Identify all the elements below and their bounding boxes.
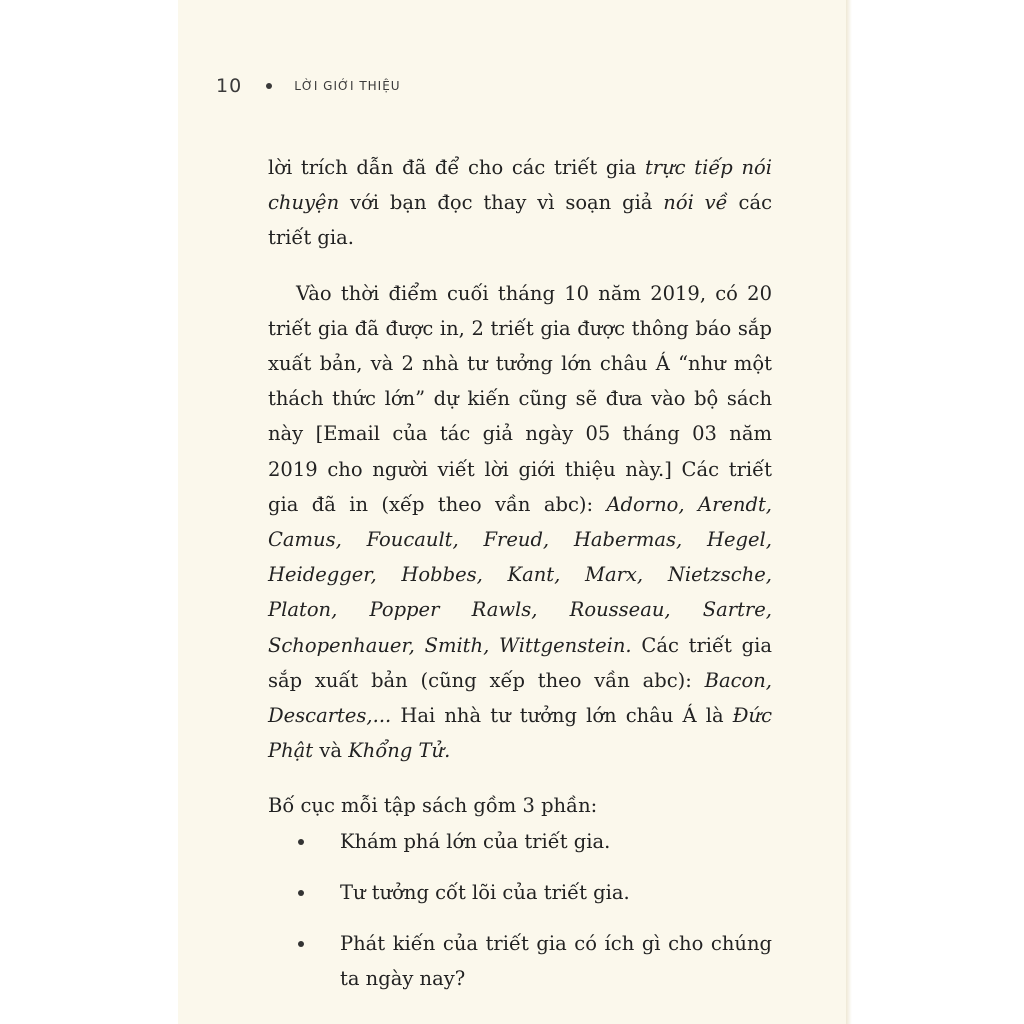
italic-run: Đức Phật (268, 704, 772, 763)
italic-philosopher-names: Adorno, Arendt, Camus, Foucault, Freud, Habermas, Hegel, Heidegger, Hobbes, Kant, Marx, Nietzsche, Platon, Popper Rawls, Rousseau, Sartre, Schopenhauer, Smith, Wittgenstein. (268, 492, 773, 657)
bullet-list (268, 824, 772, 997)
list-item (268, 875, 772, 910)
page-number: 10 (216, 75, 243, 97)
bullet-icon (298, 890, 304, 896)
text-run: Hai nhà tư tưởng lớn châu Á là (391, 704, 733, 728)
italic-run: nói về (663, 191, 728, 215)
text-run: và (313, 739, 349, 763)
bullet-icon (298, 839, 304, 845)
list-item-text: Tư tưởng cốt lõi của triết gia. (340, 880, 630, 904)
list-item (268, 926, 772, 996)
text-run: với bạn đọc thay vì soạn giả (339, 191, 664, 215)
running-header (216, 72, 401, 100)
body-text (268, 150, 772, 1012)
section-title: LỜI GIỚI THIỆU (294, 79, 401, 93)
list-item-text: Phát kiến của triết gia có ích gì cho chúng ta ngày nay? (340, 932, 772, 991)
header-bullet-icon (266, 83, 272, 89)
page-edge (846, 0, 852, 1024)
text-run: các triết gia. (268, 191, 772, 250)
italic-run: Khổng Tử. (348, 739, 451, 763)
paragraph-structure: Bố cục mỗi tập sách gồm 3 phần: (268, 794, 598, 818)
italic-run: trực tiếp nói chuyện (268, 156, 772, 215)
bullet-icon (298, 941, 304, 947)
paragraph-gap (268, 768, 772, 788)
paragraph-gap (268, 256, 772, 276)
list-item-text: Khám phá lớn của triết gia. (340, 829, 611, 853)
paragraph-continuation (268, 150, 772, 256)
text-run: lời trích dẫn đã để cho các triết gia (268, 156, 645, 179)
italic-upcoming-names: Bacon, Descartes,... (268, 668, 772, 728)
text-run: Các triết gia sắp xuất bản (cũng xếp theo vần abc): (268, 633, 772, 692)
list-item (268, 824, 772, 859)
text-run: Vào thời điểm cuối tháng 10 năm 2019, có 20 triết gia đã được in, 2 triết gia được thông báo sắp xuất bản, và 2 nhà tư tưởng lớn châu Á “như một thách thức lớn” dự kiến cũng sẽ đưa vào bộ sách này [Email của tác giả ngày 05 tháng 03 năm 2019 cho người viết lời giới thiệu này.] Các triết gia đã in (xếp theo vần abc): (268, 281, 772, 516)
paragraph-philosophers-list (268, 276, 772, 769)
